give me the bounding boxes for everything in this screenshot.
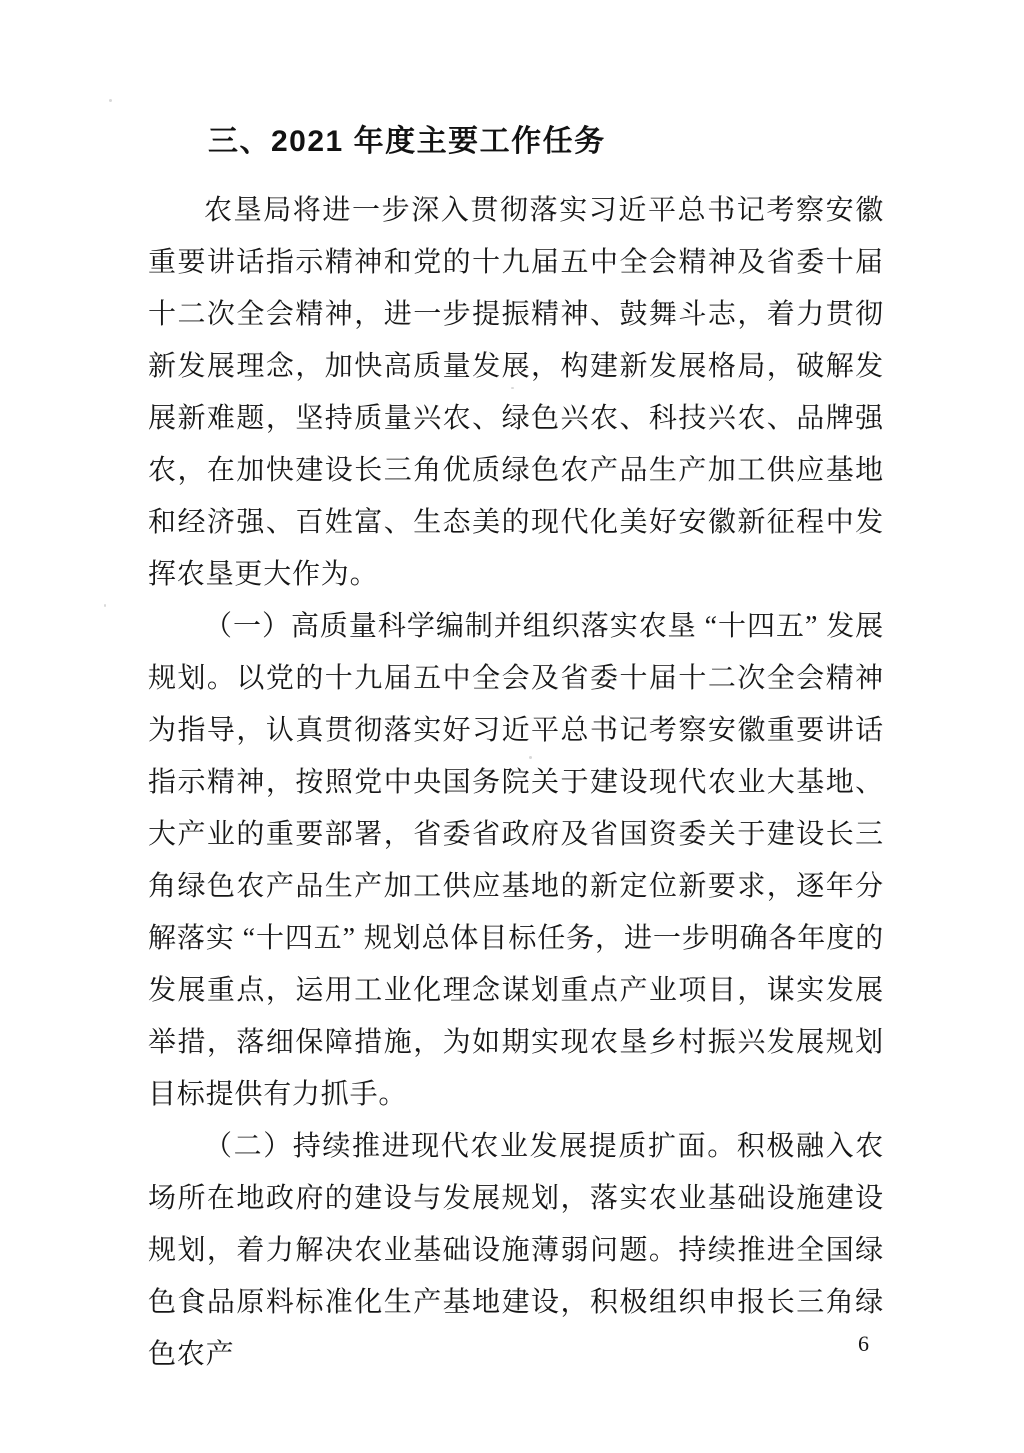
document-body [148, 185, 884, 1381]
paragraph-item-2: （二）持续推进现代农业发展提质扩面。积极融入农场所在地政府的建设与发展规划，落实农业基础设施建设规划，着力解决农业基础设施薄弱问题。持续推进全国绿色食品原料标准化生产基地建设，积极组织申报长三角绿色农产 [148, 1131, 884, 1370]
scan-speck [104, 604, 106, 607]
paragraph-intro: 农垦局将进一步深入贯彻落实习近平总书记考察安徽重要讲话指示精神和党的十九届五中全会精神及省委十届十二次全会精神，进一步提振精神、鼓舞斗志，着力贯彻新发展理念，加快高质量发展，构建新发展格局，破解发展新难题，坚持质量兴农、绿色兴农、科技兴农、品牌强农，在加快建设长三角优质绿色农产品生产加工供应基地和经济强、百姓富、生态美的现代化美好安徽新征程中发挥农垦更大作为。 [148, 195, 884, 590]
section-heading: 三、2021 年度主要工作任务 [208, 125, 606, 158]
scan-speck [109, 99, 112, 102]
page-number: 6 [858, 1331, 869, 1356]
scan-speck [511, 387, 514, 389]
scan-speck [529, 756, 532, 759]
paragraph-item-1: （一）高质量科学编制并组织落实农垦 “十四五” 发展规划。以党的十九届五中全会及省委十届十二次全会精神为指导，认真贯彻落实好习近平总书记考察安徽重要讲话指示精神，按照党中央国务院关于建设现代农业大基地、大产业的重要部署，省委省政府及省国资委关于建设长三角绿色农产品生产加工供应基地的新定位新要求，逐年分解落实 “十四五” 规划总体目标任务，进一步明确各年度的发展重点，运用工业化理念谋划重点产业项目，谋实发展举措，落细保障措施，为如期实现农垦乡村振兴发展规划目标提供有力抓手。 [148, 611, 884, 1110]
